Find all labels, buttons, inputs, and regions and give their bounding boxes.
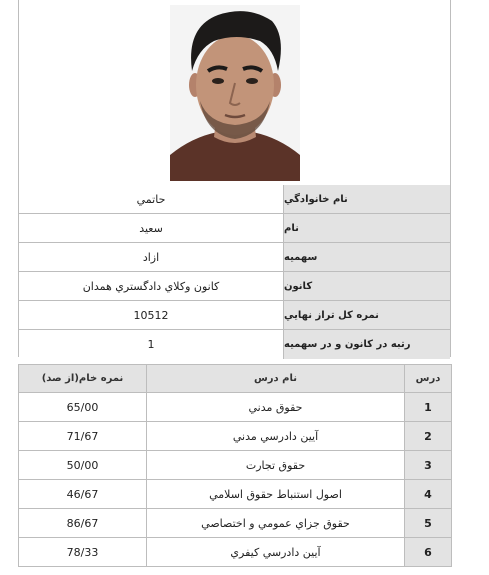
course-score: 65/00 [19, 393, 147, 422]
first-name-value: سعيد [19, 214, 284, 242]
profile-card [18, 0, 451, 357]
course-name: اصول استنباط حقوق اسلامي [147, 480, 405, 509]
course-score: 50/00 [19, 451, 147, 480]
course-name: حقوق جزاي عمومي و اختصاصي [147, 509, 405, 538]
header-score: نمره خام(از صد) [19, 365, 147, 393]
course-score: 86/67 [19, 509, 147, 538]
info-row-first-name [19, 214, 450, 243]
course-score: 78/33 [19, 538, 147, 567]
bar-association-value: كانون وكلاي دادگستري همدان [19, 272, 284, 300]
course-number: 2 [405, 422, 452, 451]
bar-association-label: كانون [284, 272, 450, 300]
family-name-label: نام خانوادگي [284, 185, 450, 213]
info-row-rank [19, 330, 450, 359]
course-name: آيين دادرسي مدني [147, 422, 405, 451]
table-row [19, 480, 452, 509]
rank-label: رتبه در كانون و در سهميه [284, 330, 450, 359]
table-header-row [19, 365, 452, 393]
photo-area [19, 0, 450, 186]
course-number: 3 [405, 451, 452, 480]
info-row-quota [19, 243, 450, 272]
header-course-name: نام درس [147, 365, 405, 393]
final-score-label: نمره كل تراز نهايي [284, 301, 450, 329]
info-row-family-name [19, 185, 450, 214]
candidate-photo [170, 5, 300, 181]
final-score-value: 10512 [19, 301, 284, 329]
family-name-value: حاتمي [19, 185, 284, 213]
header-course-number: درس [405, 365, 452, 393]
table-row [19, 451, 452, 480]
course-score: 71/67 [19, 422, 147, 451]
course-name: حقوق تجارت [147, 451, 405, 480]
quota-label: سهميه [284, 243, 450, 271]
info-row-bar-association [19, 272, 450, 301]
course-number: 5 [405, 509, 452, 538]
table-row [19, 422, 452, 451]
course-name: حقوق مدني [147, 393, 405, 422]
table-row [19, 509, 452, 538]
course-score: 46/67 [19, 480, 147, 509]
course-number: 6 [405, 538, 452, 567]
course-number: 4 [405, 480, 452, 509]
profile-info-table [19, 185, 450, 359]
table-row [19, 538, 452, 567]
course-name: آيين دادرسي كيفري [147, 538, 405, 567]
rank-value: 1 [19, 330, 284, 359]
table-row [19, 393, 452, 422]
info-row-final-score [19, 301, 450, 330]
course-scores-table [18, 364, 452, 567]
first-name-label: نام [284, 214, 450, 242]
course-number: 1 [405, 393, 452, 422]
quota-value: ازاد [19, 243, 284, 271]
